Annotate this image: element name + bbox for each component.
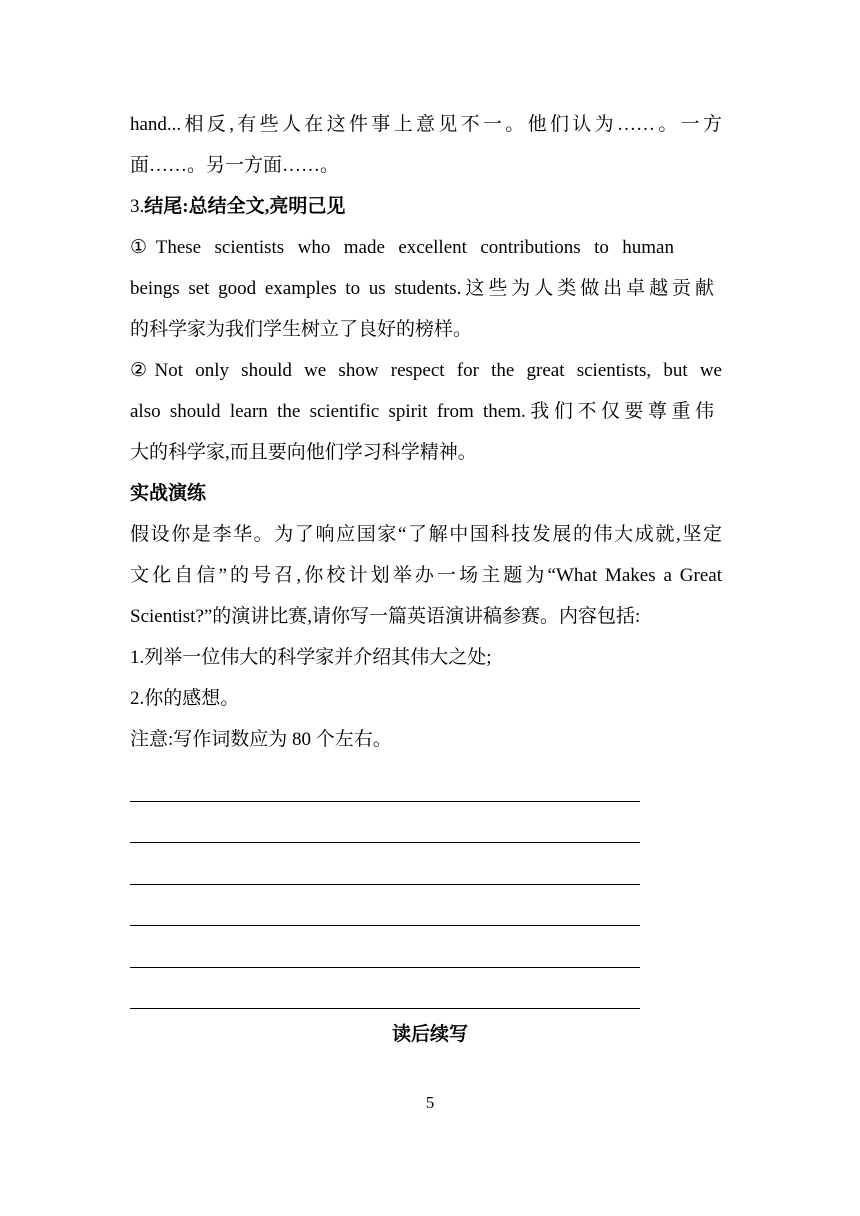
answer-line[interactable] [130,926,640,968]
word-count-note: 注意:写作词数应为 80 个左右。 [130,729,392,750]
practice-heading: 实战演练 [130,483,207,504]
answer-lines [130,760,722,1009]
example-line: also should learn the scientific spirit from them.我们不仅要尊重伟 [130,401,714,422]
example-line: 大的科学家,而且要向他们学习科学精神。 [130,442,477,463]
heading-number: 3. [130,196,145,217]
page-content [130,104,722,1009]
page-number: 5 [425,1093,435,1112]
answer-line[interactable] [130,760,640,802]
example-line: 的科学家为我们学生树立了良好的榜样。 [130,319,473,340]
example-line: beings set good examples to us students.这些为人类做出卓越贡献 [130,278,714,299]
answer-line[interactable] [130,885,640,927]
task-line: Scientist?”的演讲比赛,请你写一篇英语演讲稿参赛。内容包括: [130,606,641,627]
example-line: ①These scientists who made excellent contributions to human [130,237,674,258]
task-point: 1.列举一位伟大的科学家并介绍其伟大之处; [130,647,492,668]
text-line: hand...相反,有些人在这件事上意见不一。他们认为……。一方 [130,114,722,135]
text-line: 面……。另一方面……。 [130,155,340,176]
answer-line[interactable] [130,802,640,844]
answer-line[interactable] [130,843,640,885]
section-heading [130,186,722,227]
section-title: 读后续写 [391,1024,468,1045]
task-line: 假设你是李华。为了响应国家“了解中国科技发展的伟大成就,坚定 [130,524,722,545]
example-line: ②Not only should we show respect for the great scientists, but we [130,360,722,381]
task-line: 文化自信”的号召,你校计划举办一场主题为“What Makes a Great [130,565,722,586]
answer-line[interactable] [130,968,640,1010]
heading-text: 结尾:总结全文,亮明己见 [144,196,346,217]
task-point: 2.你的感想。 [130,688,240,709]
